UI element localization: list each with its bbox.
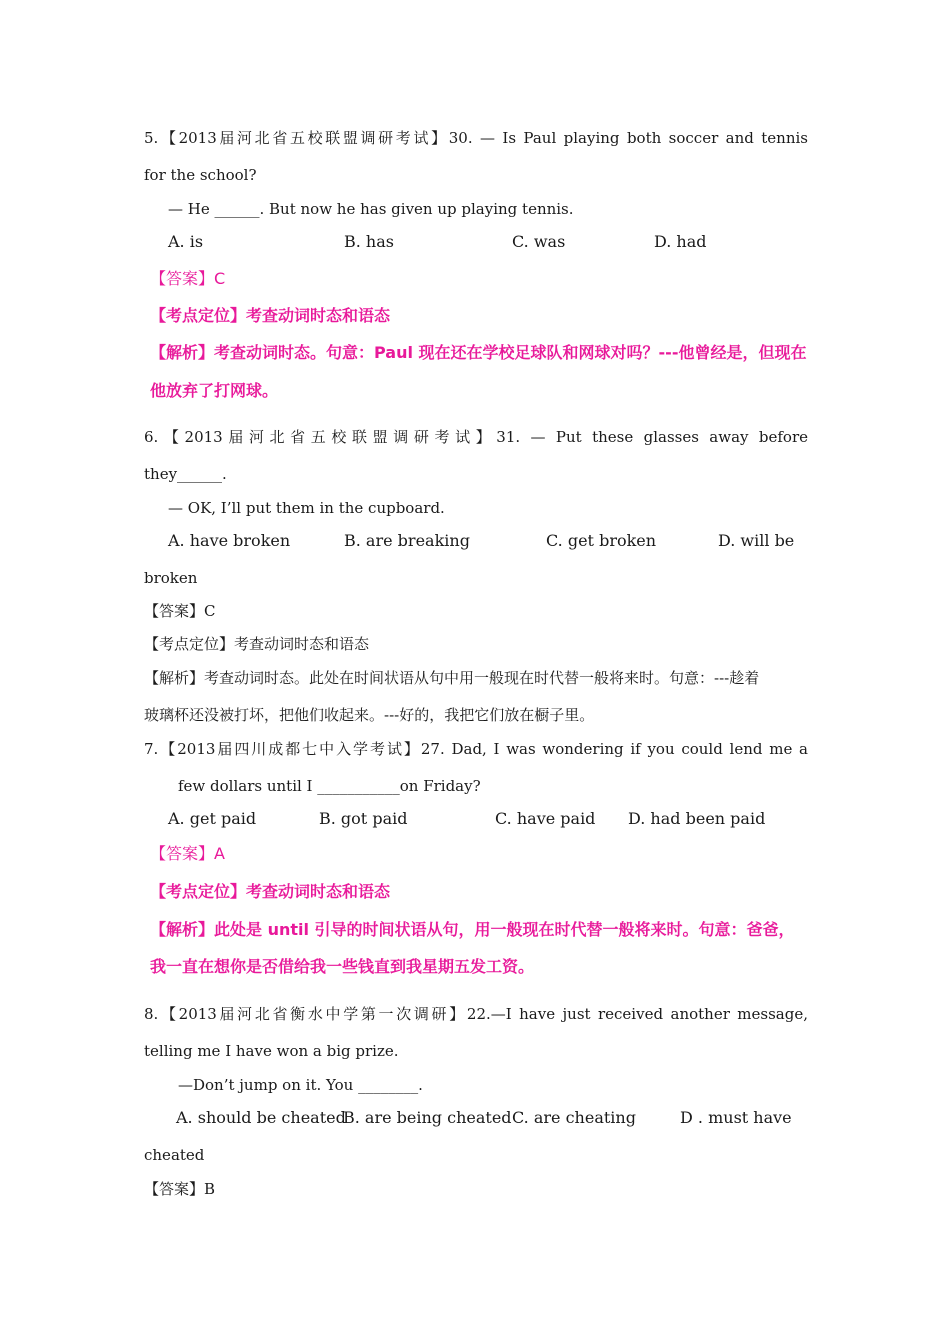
question-5-analysis-line-2: 他放弃了打网球。 bbox=[150, 381, 279, 400]
question-8-option-b: B. are being cheated bbox=[343, 1108, 512, 1127]
question-5-answer: 【答案】C bbox=[150, 269, 226, 288]
question-5-option-a: A. is bbox=[168, 232, 204, 251]
question-6-answer: 【答案】C bbox=[144, 602, 216, 620]
question-7-option-c: C. have paid bbox=[495, 809, 596, 828]
question-7-stem-line-1: 7.【2013届四川成都七中入学考试】27. Dad, I was wondering if you could lend me a bbox=[144, 740, 808, 758]
question-6-point: 【考点定位】考查动词时态和语态 bbox=[144, 635, 370, 653]
question-7-stem-line-2: few dollars until I ___________on Friday? bbox=[178, 777, 481, 795]
question-6-option-d: D. will be bbox=[718, 531, 795, 550]
question-5-stem-line-2: for the school? bbox=[144, 166, 257, 184]
question-5-stem-line-3: — He ______. But now he has given up playing tennis. bbox=[168, 200, 574, 218]
question-7-analysis-line-2: 我一直在想你是否借给我一些钱直到我星期五发工资。 bbox=[150, 957, 535, 976]
question-5-option-b: B. has bbox=[344, 232, 394, 251]
question-6-options bbox=[0, 531, 950, 551]
question-7-point: 【考点定位】考查动词时态和语态 bbox=[150, 882, 391, 901]
question-7-option-b: B. got paid bbox=[319, 809, 408, 828]
question-5-point: 【考点定位】考查动词时态和语态 bbox=[150, 306, 391, 325]
question-8-option-d: D . must have bbox=[680, 1108, 792, 1127]
question-7-analysis-line-1: 【解析】此处是 until 引导的时间状语从句，用一般现在时代替一般将来时。句意：爸爸， bbox=[150, 920, 795, 939]
question-6-stem-line-3: — OK, I’ll put them in the cupboard. bbox=[168, 499, 445, 517]
question-6-analysis-line-1: 【解析】考查动词时态。此处在时间状语从句中用一般现在时代替一般将来时。句意：---趁着 bbox=[144, 669, 760, 687]
question-7-answer: 【答案】A bbox=[150, 844, 225, 863]
question-5-stem-line-1: 5.【2013届河北省五校联盟调研考试】30. — Is Paul playing both soccer and tennis bbox=[144, 129, 808, 147]
question-8-options bbox=[0, 1108, 950, 1128]
question-8-answer: 【答案】B bbox=[144, 1180, 216, 1198]
question-6-option-c: C. get broken bbox=[546, 531, 657, 550]
question-5-option-d: D. had bbox=[654, 232, 707, 251]
question-8-option-d-wrap: cheated bbox=[144, 1146, 205, 1164]
question-6-option-a: A. have broken bbox=[168, 531, 291, 550]
question-8-stem-line-1: 8.【2013届河北省衡水中学第一次调研】22.—I have just received another message, bbox=[144, 1005, 808, 1023]
question-8-option-a: A. should be cheated bbox=[176, 1108, 346, 1127]
question-5-options bbox=[0, 232, 950, 252]
question-6-analysis-line-2: 玻璃杯还没被打坏，把他们收起来。---好的，我把它们放在橱子里。 bbox=[144, 706, 595, 724]
question-8-stem-line-2: telling me I have won a big prize. bbox=[144, 1042, 399, 1060]
question-8-option-c: C. are cheating bbox=[512, 1108, 636, 1127]
question-8-stem-line-3: —Don’t jump on it. You ________. bbox=[178, 1076, 423, 1094]
question-7-option-a: A. get paid bbox=[168, 809, 257, 828]
question-5-analysis-line-1: 【解析】考查动词时态。句意：Paul 现在还在学校足球队和网球对吗？---他曾经是，但现在 bbox=[150, 343, 807, 362]
question-7-option-d: D. had been paid bbox=[628, 809, 766, 828]
question-5-option-c: C. was bbox=[512, 232, 566, 251]
question-7-options bbox=[0, 809, 950, 829]
question-6-option-d-wrap: broken bbox=[144, 569, 198, 587]
question-6-stem-line-2: they______. bbox=[144, 465, 227, 483]
question-6-stem-line-1: 6.【2013届河北省五校联盟调研考试】31. — Put these glasses away before bbox=[144, 428, 808, 446]
question-6-option-b: B. are breaking bbox=[344, 531, 470, 550]
